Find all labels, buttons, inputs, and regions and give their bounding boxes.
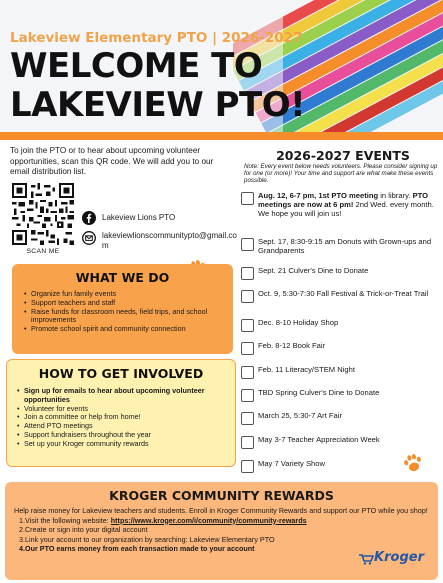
- list-item: • Support teachers and staff: [22, 299, 233, 308]
- title-line-1: WELCOME TO: [10, 46, 263, 86]
- event-checkbox[interactable]: [241, 319, 254, 332]
- kroger-heading: KROGER COMMUNITY REWARDS: [109, 488, 334, 503]
- kroger-logo: [358, 550, 424, 565]
- email-icon: [82, 231, 96, 245]
- event-text: March 25, 5:30-7 Art Fair: [258, 411, 342, 420]
- event-text: May 7 Variety Show: [258, 459, 325, 468]
- list-item: • Support fundraisers throughout the year: [15, 431, 235, 440]
- list-item: • Attend PTO meetings: [15, 422, 235, 431]
- kroger-step-2: 2.Create or sign into your digital account: [19, 525, 148, 535]
- paw-print-icon: [402, 452, 424, 474]
- event-highlight: Aug. 12, 6-7 pm, 1st PTO meeting: [258, 191, 379, 200]
- event-checkbox[interactable]: [241, 412, 254, 425]
- facebook-label: Lakeview Lions PTO: [102, 213, 176, 222]
- event-text: Oct. 9, 5:30-7:30 Fall Festival & Trick-or-Treat Trail: [258, 289, 429, 298]
- event-item[interactable]: [241, 266, 441, 280]
- kroger-description: Help raise money for Lakeview teachers and students. Enroll in Kroger Community Rewards and support our PTO while you shop!: [14, 506, 428, 515]
- event-checkbox[interactable]: [241, 238, 254, 251]
- list-item: • Organize fun family events: [22, 290, 233, 299]
- kroger-step-3: 3.Link your account to our organization by searching: Lakeview Elementary PTO: [19, 534, 275, 544]
- event-item[interactable]: [241, 341, 441, 355]
- step-1-prefix: 1.Visit the following website:: [19, 515, 111, 525]
- event-item[interactable]: [241, 388, 441, 402]
- event-text: [258, 191, 441, 218]
- list-item: • Raise funds for classroom needs, field trips, and school improvements: [22, 308, 233, 326]
- event-checkbox[interactable]: [241, 389, 254, 402]
- kroger-logo-text: Kroger: [374, 550, 424, 565]
- events-note: Note: Every event below needs volunteers. Please consider signing up for one (or more)! Your time and support are what make these events possible.: [244, 163, 438, 185]
- event-checkbox[interactable]: [241, 192, 254, 205]
- event-item[interactable]: [241, 365, 441, 379]
- kroger-rewards-link[interactable]: https://www.kroger.com/i/community/community-rewards: [110, 515, 307, 525]
- list-item: • Volunteer for events: [15, 405, 235, 414]
- header-divider: [0, 132, 443, 140]
- kroger-step-4: 4.Our PTO earns money from each transaction made to your account: [19, 544, 255, 554]
- header-banner: [0, 0, 443, 132]
- event-item[interactable]: [241, 237, 441, 255]
- event-text: Feb. 8-12 Book Fair: [258, 341, 326, 350]
- event-text: Sept. 17, 8:30-9:15 am Donuts with Grown-ups and Grandparents: [258, 237, 432, 255]
- event-text: Dec. 8-10 Holiday Shop: [258, 318, 339, 327]
- cart-icon: [358, 553, 374, 565]
- list-item: • Promote school spirit and community connection: [22, 325, 233, 334]
- event-text: TBD Spring Culver's Dine to Donate: [258, 388, 380, 397]
- list-item: • Sign up for emails to hear about upcoming volunteer opportunities: [15, 387, 235, 405]
- intro-text: To join the PTO or to hear about upcoming volunteer opportunities, scan this QR code. We will add you to our email distribution list.: [10, 146, 214, 176]
- event-detail: in library.: [378, 191, 413, 200]
- kroger-step-1: [19, 516, 438, 526]
- get-involved-box: [6, 359, 236, 467]
- event-text: Sept. 21 Culver's Dine to Donate: [258, 266, 369, 275]
- event-item[interactable]: [241, 435, 441, 449]
- qr-label: SCAN ME: [26, 248, 60, 255]
- event-item[interactable]: [241, 289, 441, 303]
- what-we-do-list: [22, 290, 233, 334]
- get-involved-list: [15, 387, 235, 449]
- kroger-rewards-box: [5, 482, 438, 580]
- email-contact[interactable]: [82, 231, 242, 251]
- what-we-do-heading: WHAT WE DO: [75, 270, 170, 285]
- event-highlight: PTO meetings are now at 6 pm!: [258, 191, 429, 209]
- event-checkbox[interactable]: [241, 366, 254, 379]
- event-detail: 2nd Wed. every month. We hope you will join us!: [258, 200, 434, 218]
- list-item: • Set up your Kroger community rewards: [15, 440, 235, 449]
- header-subtitle: Lakeview Elementary PTO | 2026-2027: [10, 30, 303, 46]
- list-item: • Join a committee or help from home!: [15, 413, 235, 422]
- page-title: [10, 47, 305, 125]
- events-heading: 2026-2027 EVENTS: [276, 148, 410, 163]
- event-checkbox[interactable]: [241, 290, 254, 303]
- event-checkbox[interactable]: [241, 460, 254, 473]
- event-text: May 3-7 Teacher Appreciation Week: [258, 435, 380, 444]
- event-item[interactable]: [241, 411, 441, 425]
- event-text: Feb. 11 Literacy/STEM Night: [258, 365, 355, 374]
- event-checkbox[interactable]: [241, 436, 254, 449]
- event-item-first-meeting[interactable]: [241, 191, 441, 218]
- email-label: lakeviewlionscommunitypto@gmail.com: [102, 231, 237, 250]
- what-we-do-box: [12, 264, 233, 354]
- get-involved-heading: HOW TO GET INVOLVED: [38, 366, 204, 381]
- event-checkbox[interactable]: [241, 342, 254, 355]
- facebook-icon: [82, 211, 96, 225]
- title-line-2: LAKEVIEW PTO!: [10, 85, 306, 125]
- event-checkbox[interactable]: [241, 267, 254, 280]
- facebook-contact[interactable]: [82, 211, 175, 225]
- qr-code[interactable]: [12, 183, 74, 245]
- event-item[interactable]: [241, 318, 441, 332]
